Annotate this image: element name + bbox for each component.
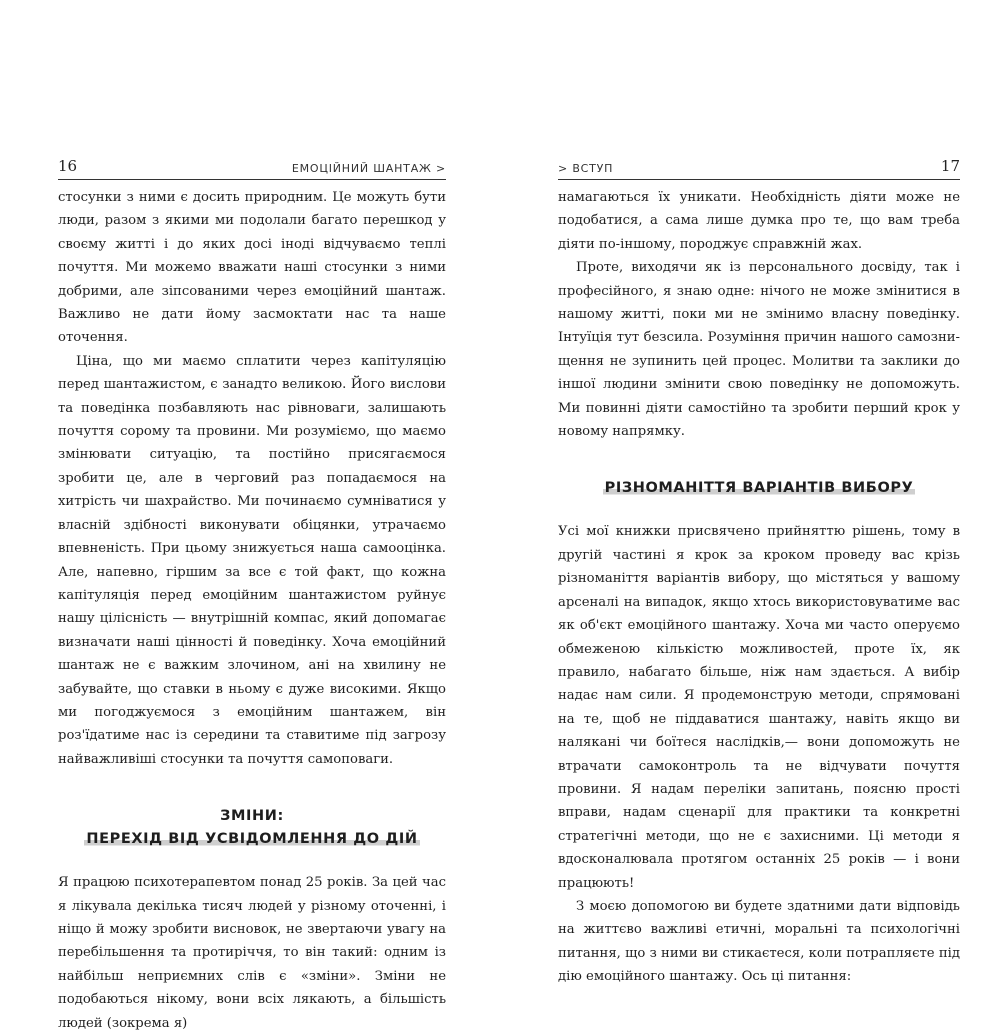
heading-line-1: ЗМІНИ: xyxy=(220,808,284,825)
running-title-left: ЕМОЦІЙНИЙ ШАНТАЖ > xyxy=(291,162,446,175)
left-page xyxy=(0,0,500,1031)
heading-text: РІЗНОМАНІТТЯ ВАРІАНТІВ ВИБОРУ xyxy=(604,480,914,497)
paragraph: Проте, виходячи як із персонального досвіду, так і професійного, я знаю одне: нічого не може змінитися в нашому житті, поки ми не змінимо власну поведінку. Інтуїція тут безсила. Розуміння причин нашого самознищення не зупинить цей процес. Молитви та заклики до іншої людини змінити свою поведінку не допоможуть. Ми повинні діяти самостійно та зробити перший крок у новому напрямку. xyxy=(558,260,960,440)
right-page-body xyxy=(558,186,960,989)
paragraph: З моєю допомогою ви будете здатними дати відповідь на життєво важливі етичні, моральні та психологічні питання, що з ними ви стикаєтеся, коли потрапляєте під дію емоційного шантажу. Ось ці питання: xyxy=(558,898,960,985)
section-heading-choices xyxy=(558,477,960,500)
paragraph: Я працюю психотерапевтом понад 25 років. За цей час я лікувала декілька тисяч людей у різному оточенні, і ніщо й можу зробити висновок, не звертаючи увагу на перебільшення та протиріччя, то він такий: одним із найбільш неприємних слів є «зміни». Зміни не подобаються нікому, вони всіх лякають, а більшість людей (зокрема я) xyxy=(58,875,446,1031)
page-number-left: 16 xyxy=(58,157,78,175)
section-heading-changes xyxy=(58,805,446,851)
page-number-right: 17 xyxy=(940,157,960,175)
left-page-header xyxy=(58,150,446,180)
right-page-header xyxy=(558,150,960,180)
paragraph: Усі мої книжки присвячено прийняттю рішень, тому в другій частині я крок за кроком проведу вас крізь різноманіття варіантів вибору, що містяться у вашому арсеналі на випадок, якщо хтось використовуватиме вас як об'єкт емоційного шантажу. Хоча ми часто оперуємо обмеженою кількістю можливостей, проте їх, як правило, набагато більше, ніж нам здається. А вибір надає нам сили. Я продемонструю методи, спрямовані на те, щоб не піддаватися шантажу, навіть якщо ви налякані чи боїтеся наслідків,— вони допоможуть не втрачати самоконтроль та не відчувати почуття провини. Я надам переліки запитань, поясню прості вправи, надам сценарії для практики та конкретні стратегічні методи, що не є захисними. Ці методи я вдосконалювала протягом останніх 25 років — і вони працюють! xyxy=(558,524,960,891)
running-title-right: > ВСТУП xyxy=(558,162,614,175)
paragraph: стосунки з ними є досить природним. Це можуть бути люди, разом з якими ми подолали багато перешкод у своєму житті і до яких досі іноді відчуваємо теплі почуття. Ми можемо вважати наші стосунки з ними добрими, але зіпсованими через емоційний шантаж. Важливо не дати йому засмоктати нас та наше оточення. xyxy=(58,190,446,346)
paragraph: Ціна, що ми маємо сплатити через капітуляцію перед шантажистом, є занадто великою. Його вислови та поведінка позбавляють нас рівноваги, залишають почуття сорому та провини. Ми розуміємо, що маємо змінювати ситуацію, та постійно присягаємося зробити це, але в черговий раз попадаємося на хитрість чи шахрайство. Ми починаємо сумніватися у власній здібності виконувати обіцянки, утрачаємо впевненість. При цьому знижується наша самооцінка. Але, напевно, гіршим за все є той факт, що кожна капітуляція перед емоційним шантажистом руйнує нашу цілісність — внутрішній компас, який допомагає визначати наші цінності й поведінку. Хоча емоційний шантаж не є важким злочином, ані на хвилину не забувайте, що ставки в ньому є дуже високими. Якщо ми погоджуємося з емоційним шантажем, він роз'їдатиме нас із середини та ставитиме під загрозу найважливіші стосунки та почуття самоповаги. xyxy=(58,353,446,767)
paragraph: намагаються їх уникати. Необхідність діяти може не подобатися, а сама лише думка про те, що вам треба діяти по-іншому, породжує справжній жах. xyxy=(558,190,960,252)
heading-line-2: ПЕРЕХІД ВІД УСВІДОМЛЕННЯ ДО ДІЙ xyxy=(86,831,418,848)
right-page xyxy=(500,0,1000,1000)
left-page-body xyxy=(58,186,446,1035)
